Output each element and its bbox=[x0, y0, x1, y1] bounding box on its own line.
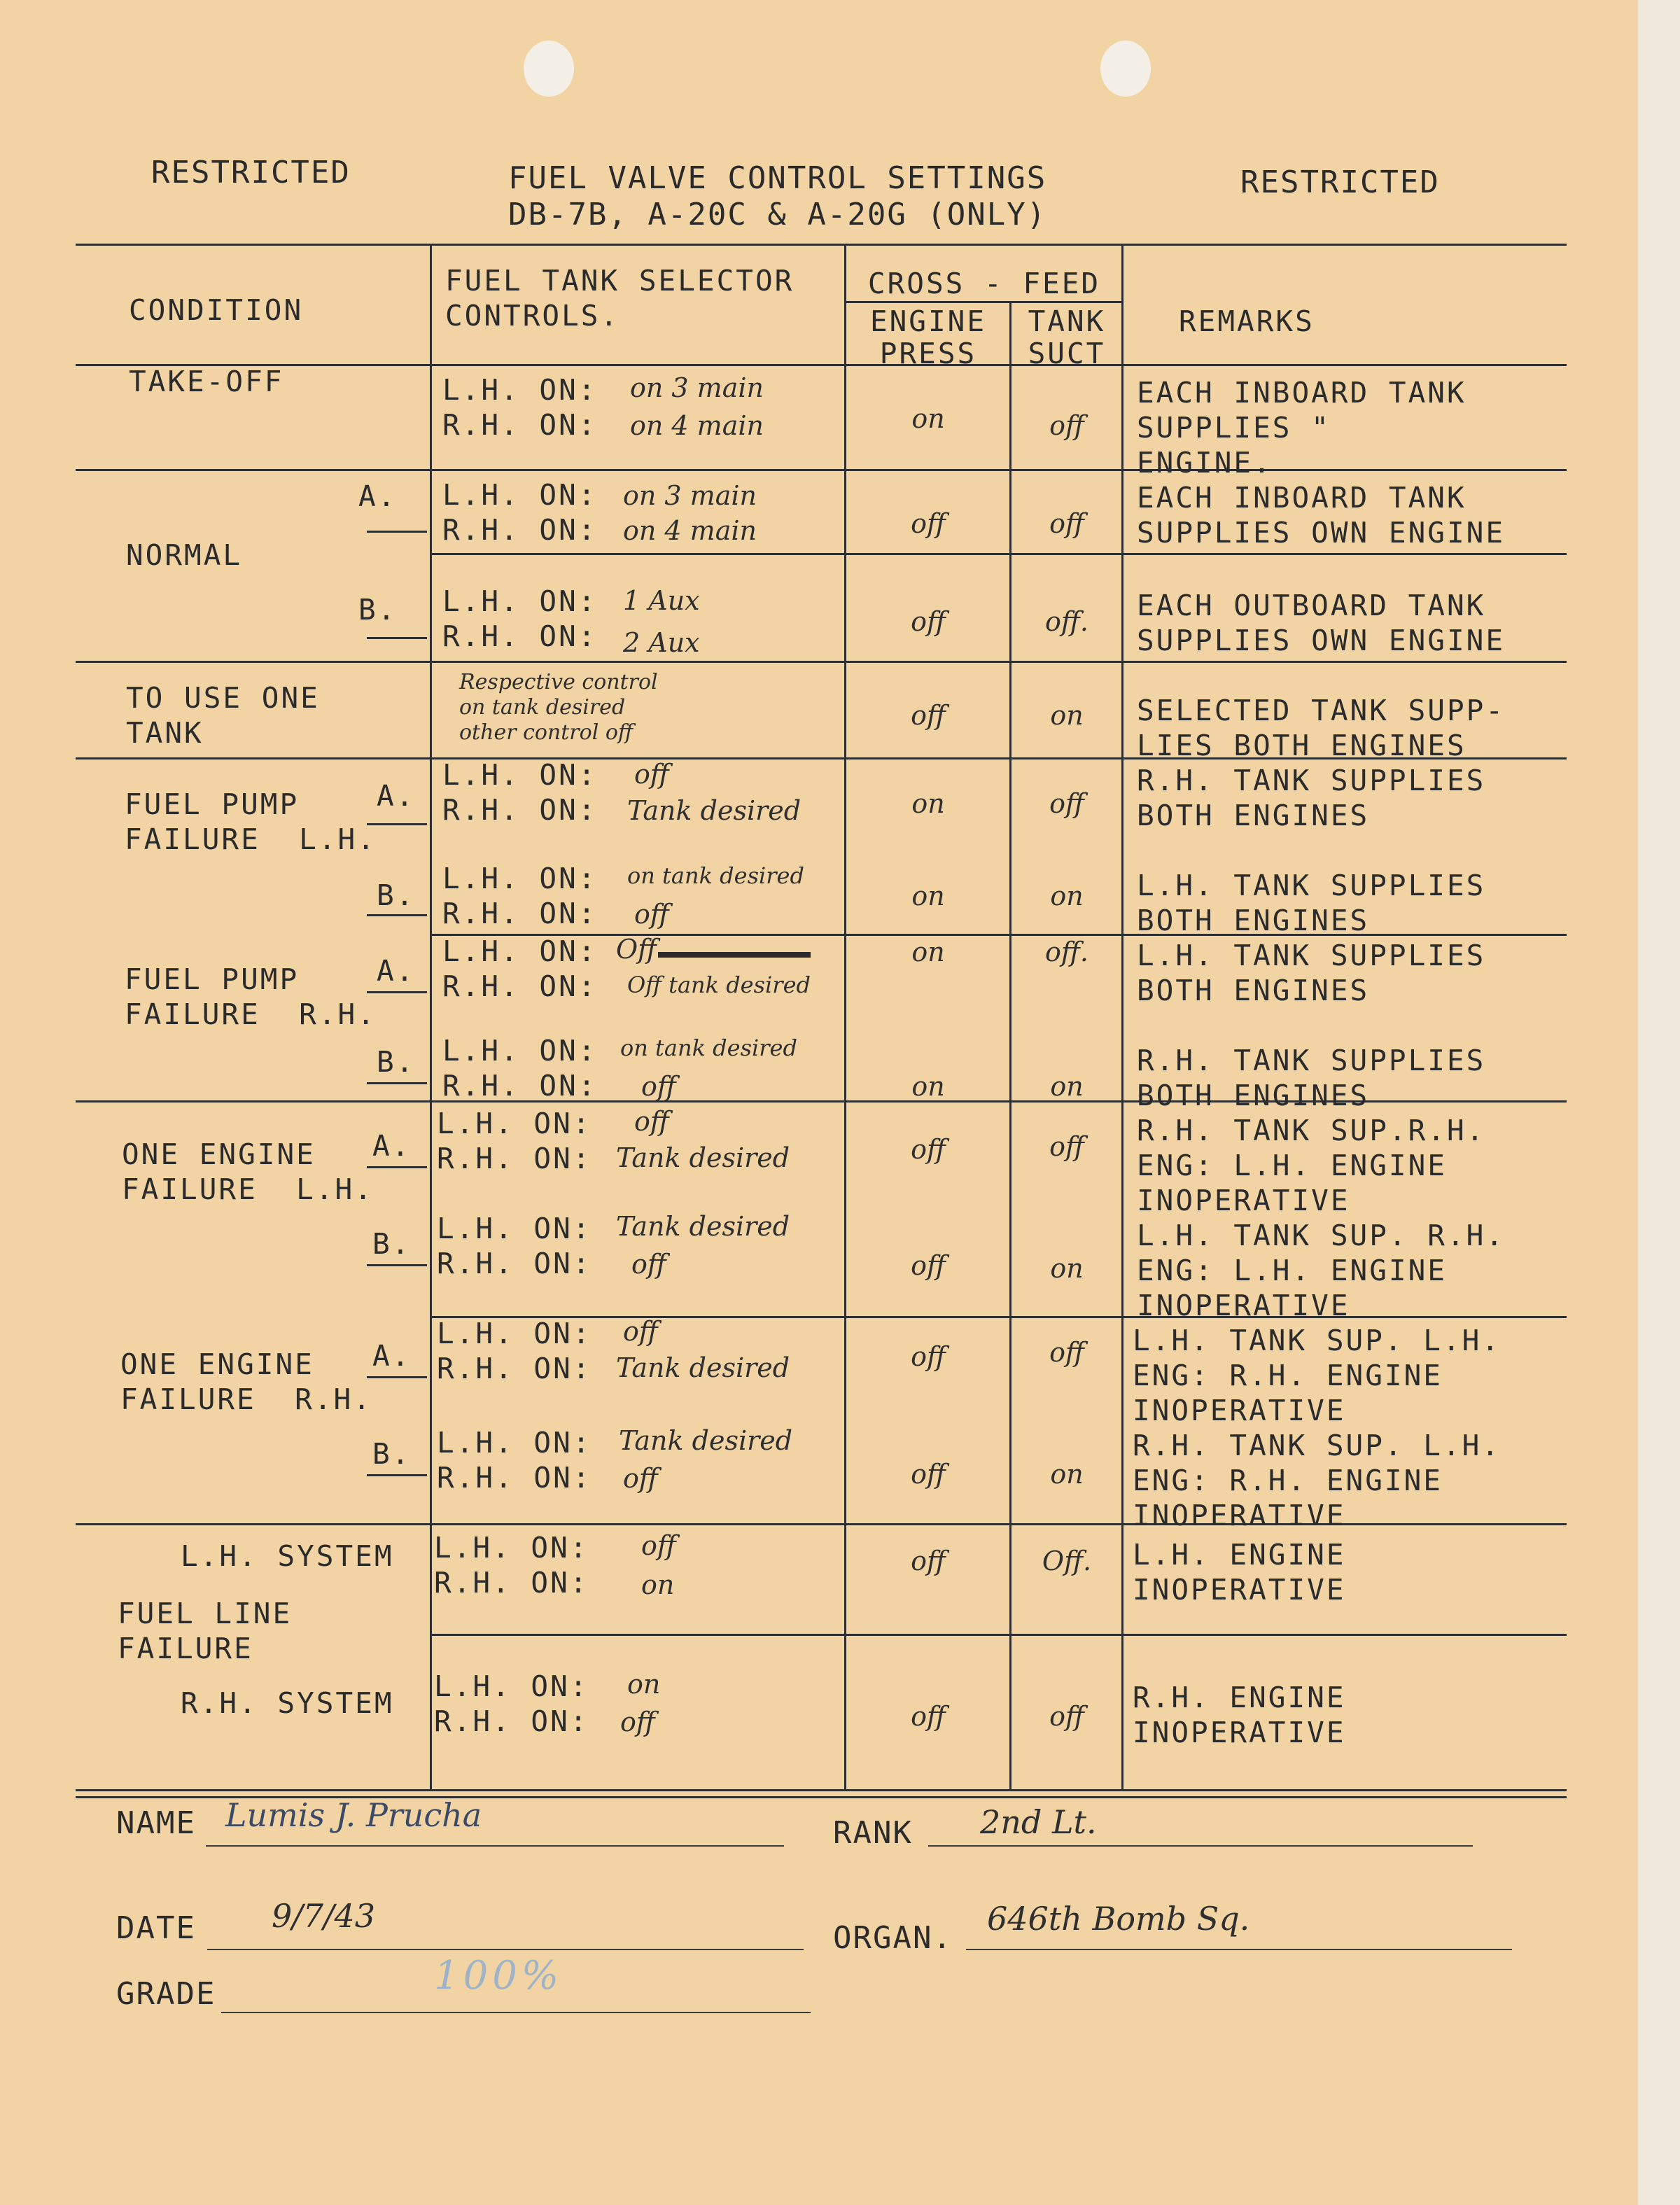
rh-label: R.H. ON: bbox=[442, 793, 598, 827]
punch-hole-left bbox=[524, 41, 574, 97]
marker-rule bbox=[367, 1166, 427, 1168]
marker-b: B. bbox=[377, 1045, 416, 1079]
lh-setting: Tank desired bbox=[619, 1425, 793, 1456]
engine-press-value: off bbox=[911, 1134, 946, 1165]
remarks-line: ENG: R.H. ENGINE bbox=[1133, 1359, 1443, 1392]
rh-label: R.H. ON: bbox=[437, 1142, 592, 1175]
row-rule bbox=[430, 934, 1567, 936]
grade-field-line bbox=[221, 2012, 811, 2013]
remarks-line: L.H. TANK SUPPLIES bbox=[1137, 869, 1486, 902]
name-label: NAME bbox=[116, 1805, 196, 1841]
marker-rule bbox=[367, 914, 427, 916]
lh-label: L.H. ON: bbox=[442, 373, 598, 407]
rh-label: R.H. ON: bbox=[434, 1566, 589, 1600]
date-field-line bbox=[207, 1949, 804, 1950]
engine-press-value: off bbox=[911, 1459, 946, 1490]
condition-one-tank: TO USE ONE bbox=[126, 681, 320, 715]
lh-label: L.H. ON: bbox=[442, 758, 598, 792]
remarks-line: BOTH ENGINES bbox=[1137, 974, 1370, 1007]
rh-label: R.H. ON: bbox=[442, 513, 598, 547]
tank-suct-value: off bbox=[1049, 1701, 1084, 1732]
rank-field-line bbox=[928, 1845, 1473, 1847]
restricted-left: RESTRICTED bbox=[151, 155, 351, 190]
marker-a: A. bbox=[372, 1339, 412, 1373]
tank-suct-value: Off. bbox=[1042, 1546, 1092, 1576]
restricted-right: RESTRICTED bbox=[1240, 164, 1440, 200]
lh-label: L.H. ON: bbox=[442, 584, 598, 618]
lh-setting: on tank desired bbox=[627, 862, 804, 889]
tank-suct-value: on bbox=[1050, 1253, 1084, 1284]
remarks-line: R.H. TANK SUPPLIES bbox=[1137, 1044, 1486, 1077]
remarks-line: SUPPLIES OWN ENGINE bbox=[1137, 624, 1505, 657]
row-rule bbox=[430, 1634, 1567, 1636]
engine-press-value: off bbox=[911, 606, 946, 637]
crossfeed-rule bbox=[846, 301, 1123, 303]
marker-b: B. bbox=[377, 878, 416, 912]
lh-setting: off bbox=[634, 1106, 669, 1137]
grade-value: 100% bbox=[434, 1953, 564, 1998]
remarks-line: EACH INBOARD TANK bbox=[1137, 481, 1466, 514]
engine-press-value: off bbox=[911, 1250, 946, 1281]
rh-label: R.H. ON: bbox=[442, 969, 598, 1003]
tank-suct-value: off bbox=[1049, 1131, 1084, 1162]
engine-press-value: off bbox=[911, 700, 946, 731]
tank-suct-value: on bbox=[1050, 1071, 1084, 1102]
engine-press-value: on bbox=[911, 403, 945, 434]
remarks-line: BOTH ENGINES bbox=[1137, 1079, 1370, 1112]
remarks-line: BOTH ENGINES bbox=[1137, 904, 1370, 937]
remarks-line: INOPERATIVE bbox=[1133, 1499, 1346, 1532]
engine-press-value: off bbox=[911, 1341, 946, 1372]
rh-label: R.H. ON: bbox=[442, 408, 598, 442]
lh-setting: off bbox=[641, 1530, 676, 1561]
remarks-line: SUPPLIES OWN ENGINE bbox=[1137, 516, 1505, 550]
condition-one-tank-2: TANK bbox=[126, 716, 204, 750]
remarks-line: INOPERATIVE bbox=[1133, 1573, 1346, 1606]
column-header-engine: ENGINE bbox=[869, 304, 987, 338]
row-rule bbox=[76, 661, 1567, 663]
condition-pump-rh-2: FAILURE R.H. bbox=[125, 997, 377, 1031]
engine-press-value: on bbox=[911, 937, 945, 967]
rh-setting: Tank desired bbox=[616, 1352, 790, 1383]
date-value: 9/7/43 bbox=[272, 1897, 376, 1935]
rh-label: R.H. ON: bbox=[442, 620, 598, 653]
marker-a: A. bbox=[358, 479, 398, 513]
tank-suct-value: on bbox=[1050, 881, 1084, 911]
lh-setting: on 3 main bbox=[623, 480, 757, 511]
organ-label: ORGAN. bbox=[833, 1920, 953, 1956]
organ-field-line bbox=[966, 1949, 1512, 1950]
lh-setting: on bbox=[627, 1669, 661, 1700]
row-rule bbox=[430, 553, 1567, 555]
rh-label: R.H. ON: bbox=[437, 1461, 592, 1494]
lh-setting: off bbox=[623, 1316, 658, 1347]
engine-press-value: off bbox=[911, 1701, 946, 1732]
remarks-line: ENGINE. bbox=[1137, 446, 1273, 479]
lh-setting: on 3 main bbox=[630, 372, 764, 403]
table-top-rule bbox=[76, 244, 1567, 246]
condition-engine-lh: ONE ENGINE bbox=[122, 1138, 316, 1171]
tank-suct-value: off. bbox=[1045, 937, 1088, 967]
column-header-selector: FUEL TANK SELECTOR bbox=[445, 264, 794, 298]
remarks-line: ENG: L.H. ENGINE bbox=[1137, 1149, 1447, 1182]
lh-label: L.H. ON: bbox=[437, 1212, 592, 1245]
lh-setting: Tank desired bbox=[616, 1211, 790, 1242]
punch-hole-right bbox=[1100, 41, 1151, 97]
column-header-selector-2: CONTROLS. bbox=[445, 299, 620, 332]
column-header-crossfeed: CROSS - FEED bbox=[867, 267, 1101, 300]
form-title: FUEL VALVE CONTROL SETTINGS bbox=[508, 160, 1047, 196]
remarks-line: SUPPLIES " bbox=[1137, 411, 1331, 444]
marker-b: B. bbox=[372, 1437, 412, 1471]
remarks-line: R.H. TANK SUP.R.H. bbox=[1137, 1114, 1486, 1147]
lh-label: L.H. ON: bbox=[434, 1670, 589, 1703]
marker-a: A. bbox=[377, 954, 416, 988]
grade-label: GRADE bbox=[116, 1976, 216, 2012]
remarks-line: BOTH ENGINES bbox=[1137, 799, 1370, 832]
condition-takeoff: TAKE-OFF bbox=[129, 365, 284, 398]
tank-suct-value: off. bbox=[1045, 606, 1088, 637]
remarks-line: L.H. ENGINE bbox=[1133, 1538, 1346, 1572]
lh-label: L.H. ON: bbox=[434, 1531, 589, 1564]
lh-setting: Off bbox=[616, 934, 657, 965]
engine-press-value: on bbox=[911, 788, 945, 819]
lh-label: L.H. ON: bbox=[442, 478, 598, 512]
lh-label: L.H. ON: bbox=[437, 1107, 592, 1140]
name-field-line bbox=[206, 1845, 784, 1847]
engine-press-value: off bbox=[911, 508, 946, 539]
remarks-line: L.H. TANK SUPPLIES bbox=[1137, 939, 1486, 972]
lh-label: L.H. ON: bbox=[442, 1034, 598, 1068]
condition-pump-rh: FUEL PUMP bbox=[125, 962, 300, 996]
condition-normal: NORMAL bbox=[126, 538, 243, 572]
marker-b: B. bbox=[358, 593, 398, 626]
tank-suct-value: on bbox=[1050, 700, 1084, 731]
marker-a: A. bbox=[372, 1129, 412, 1163]
tank-suct-value: on bbox=[1050, 1459, 1084, 1490]
condition-engine-lh-2: FAILURE L.H. bbox=[122, 1172, 374, 1206]
rh-label: R.H. ON: bbox=[437, 1247, 592, 1280]
engine-press-value: off bbox=[911, 1546, 946, 1576]
condition-fuel-line-2: FAILURE bbox=[118, 1632, 253, 1665]
rh-setting: off bbox=[623, 1463, 658, 1494]
condition-engine-rh: ONE ENGINE bbox=[120, 1348, 314, 1381]
lh-setting: on tank desired bbox=[620, 1035, 797, 1061]
condition-rh-system: R.H. SYSTEM bbox=[181, 1686, 394, 1720]
remarks-line: INOPERATIVE bbox=[1133, 1716, 1346, 1749]
lh-setting: off bbox=[634, 759, 669, 790]
selector-note: on tank desired bbox=[459, 695, 626, 720]
tank-suct-value: off bbox=[1049, 788, 1084, 819]
column-header-engine-2: PRESS bbox=[879, 337, 977, 370]
condition-pump-lh-2: FAILURE L.H. bbox=[125, 822, 377, 856]
column-rule bbox=[430, 245, 432, 1791]
engine-press-value: on bbox=[911, 1071, 945, 1102]
engine-press-value: on bbox=[911, 881, 945, 911]
name-signature: Lumis J. Prucha bbox=[225, 1796, 482, 1834]
column-rule bbox=[1009, 302, 1011, 1791]
remarks-line: ENG: R.H. ENGINE bbox=[1133, 1464, 1443, 1497]
remarks-line: INOPERATIVE bbox=[1133, 1394, 1346, 1427]
date-label: DATE bbox=[116, 1910, 196, 1946]
column-rule bbox=[1121, 245, 1124, 1791]
selector-note: Respective control bbox=[459, 670, 658, 694]
rh-label: R.H. ON: bbox=[442, 897, 598, 930]
marker-b: B. bbox=[372, 1227, 412, 1261]
remarks-line: EACH OUTBOARD TANK bbox=[1137, 589, 1486, 622]
marker-rule bbox=[367, 1082, 427, 1084]
condition-fuel-line: FUEL LINE bbox=[118, 1597, 293, 1630]
rh-setting: Tank desired bbox=[627, 795, 802, 826]
rh-setting: on bbox=[641, 1569, 675, 1600]
condition-engine-rh-2: FAILURE R.H. bbox=[120, 1382, 372, 1416]
rh-setting: on 4 main bbox=[623, 515, 757, 546]
table-bottom-rule bbox=[76, 1789, 1567, 1791]
remarks-line: L.H. TANK SUP. L.H. bbox=[1133, 1324, 1501, 1357]
column-header-remarks: REMARKS bbox=[1179, 304, 1315, 338]
organ-value: 646th Bomb Sq. bbox=[987, 1900, 1250, 1938]
remarks-line: SELECTED TANK SUPP- bbox=[1137, 694, 1505, 727]
remarks-line: R.H. ENGINE bbox=[1133, 1681, 1346, 1714]
rh-setting: Off tank desired bbox=[627, 972, 811, 998]
rh-setting: 2 Aux bbox=[623, 627, 700, 658]
lh-label: L.H. ON: bbox=[442, 862, 598, 895]
lh-label: L.H. ON: bbox=[442, 934, 598, 968]
remarks-line: R.H. TANK SUPPLIES bbox=[1137, 764, 1486, 797]
row-rule bbox=[430, 1316, 1567, 1318]
rh-label: R.H. ON: bbox=[434, 1704, 589, 1738]
column-header-tank-2: SUCT bbox=[1028, 337, 1106, 370]
row-rule bbox=[76, 469, 1567, 471]
remarks-line: R.H. TANK SUP. L.H. bbox=[1133, 1429, 1501, 1462]
lh-setting: 1 Aux bbox=[623, 585, 700, 616]
rh-setting: on 4 main bbox=[630, 410, 764, 441]
marker-rule bbox=[367, 1264, 427, 1266]
remarks-line: L.H. TANK SUP. R.H. bbox=[1137, 1219, 1505, 1252]
lh-label: L.H. ON: bbox=[437, 1317, 592, 1350]
rh-label: R.H. ON: bbox=[437, 1352, 592, 1385]
rh-label: R.H. ON: bbox=[442, 1069, 598, 1102]
remarks-line: ENG: L.H. ENGINE bbox=[1137, 1254, 1447, 1287]
remarks-line: INOPERATIVE bbox=[1137, 1289, 1350, 1322]
condition-pump-lh: FUEL PUMP bbox=[125, 788, 300, 821]
tank-suct-value: off bbox=[1049, 508, 1084, 539]
rh-setting: Tank desired bbox=[616, 1142, 790, 1173]
rank-label: RANK bbox=[833, 1815, 913, 1851]
header-bottom-rule bbox=[76, 364, 1567, 366]
remarks-line: EACH INBOARD TANK bbox=[1137, 376, 1466, 410]
remarks-line: INOPERATIVE bbox=[1137, 1184, 1350, 1217]
condition-lh-system: L.H. SYSTEM bbox=[181, 1539, 394, 1573]
rh-setting: off bbox=[620, 1707, 655, 1737]
marker-rule bbox=[367, 531, 427, 533]
strike-through bbox=[658, 952, 811, 958]
marker-rule bbox=[367, 1376, 427, 1378]
form-subtitle: DB-7B, A-20C & A-20G (ONLY) bbox=[508, 197, 1047, 232]
rh-setting: off bbox=[631, 1249, 666, 1280]
marker-rule bbox=[367, 1474, 427, 1476]
lh-label: L.H. ON: bbox=[437, 1426, 592, 1460]
selector-note: other control off bbox=[459, 720, 634, 745]
marker-rule bbox=[367, 991, 427, 993]
rh-setting: off bbox=[634, 899, 669, 930]
rh-setting: off bbox=[641, 1071, 676, 1102]
column-header-condition: CONDITION bbox=[129, 293, 304, 327]
marker-rule bbox=[367, 637, 427, 639]
column-header-tank: TANK bbox=[1028, 304, 1106, 338]
rank-value: 2nd Lt. bbox=[980, 1803, 1097, 1841]
tank-suct-value: off bbox=[1049, 410, 1084, 441]
tank-suct-value: off bbox=[1049, 1337, 1084, 1368]
remarks-line: LIES BOTH ENGINES bbox=[1137, 729, 1466, 762]
marker-a: A. bbox=[377, 779, 416, 813]
column-rule bbox=[844, 245, 846, 1791]
